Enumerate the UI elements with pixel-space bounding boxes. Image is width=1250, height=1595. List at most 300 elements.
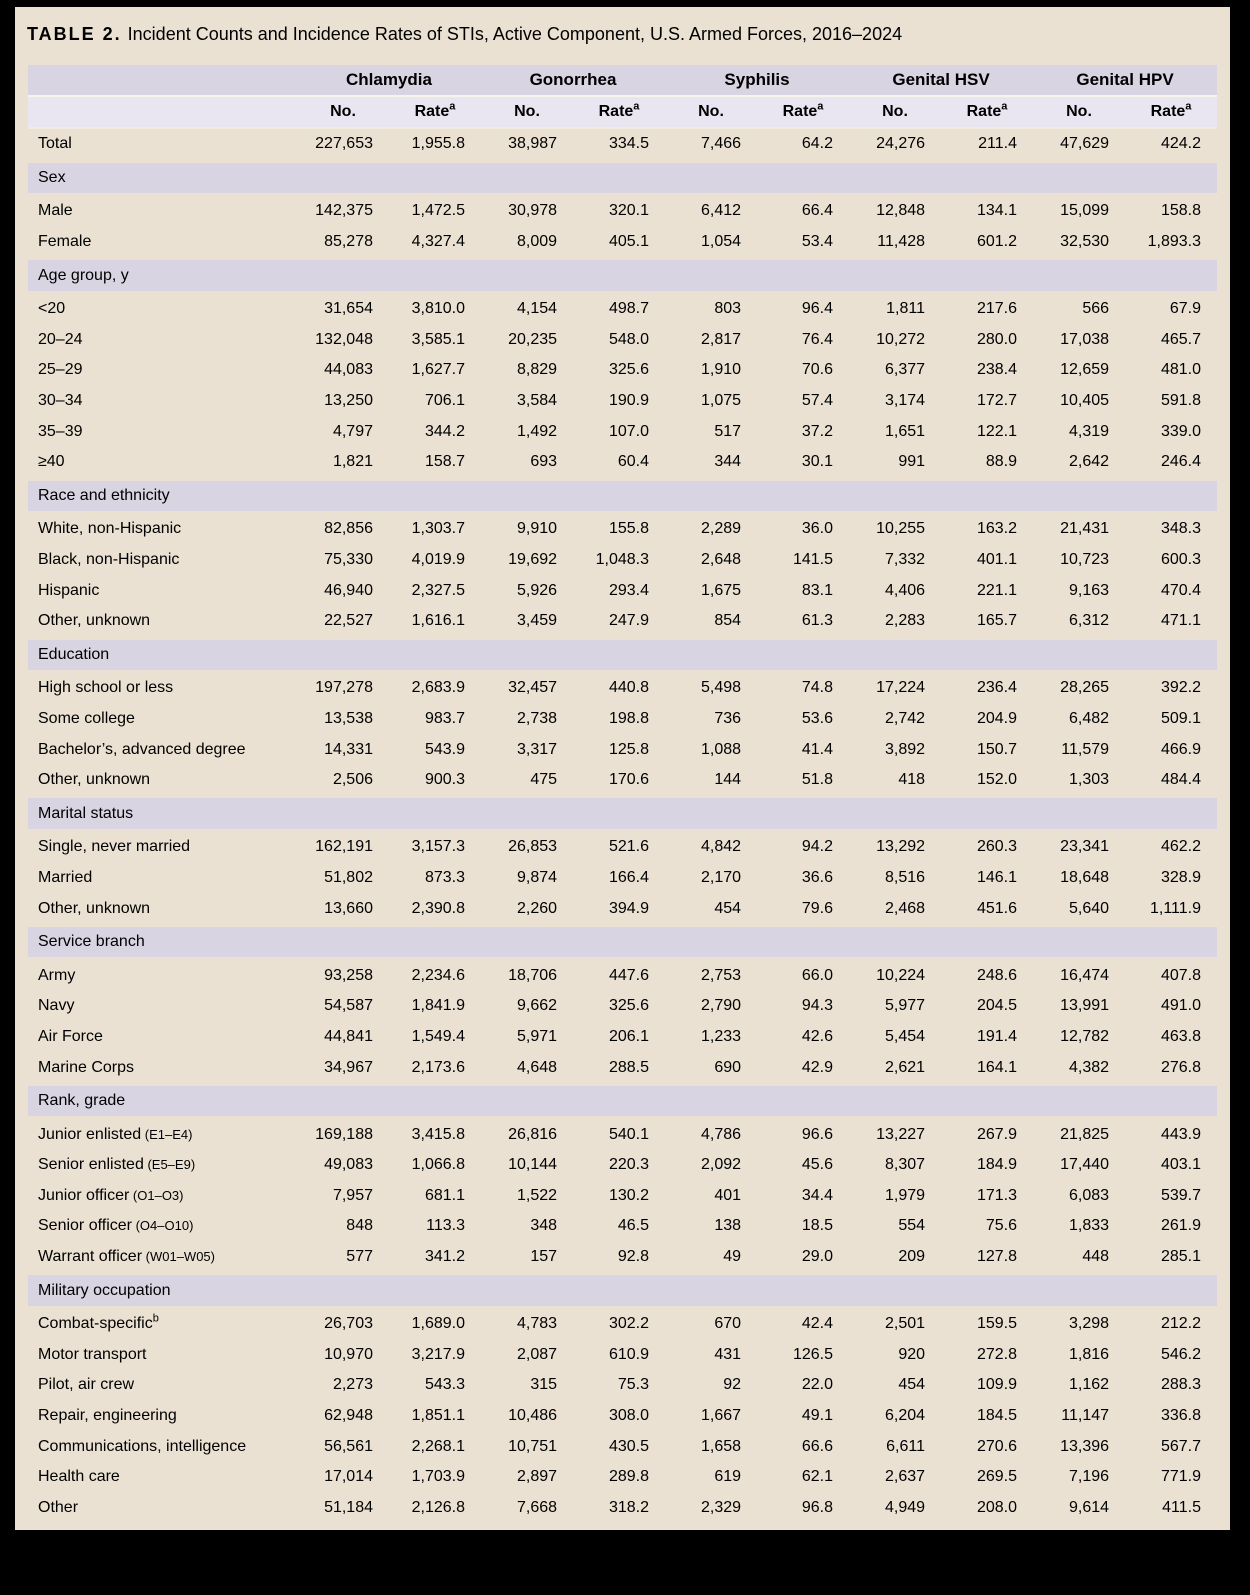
cell-no-gonorrhea: 26,853 (508, 838, 558, 856)
cell-rate-syphilis: 66.0 (801, 966, 834, 984)
cell-no-gonorrhea: 2,260 (516, 899, 558, 917)
cell-rate-chlamydia: 158.7 (424, 453, 466, 471)
row-label: Other, unknown (38, 899, 151, 917)
cell-rate-genital-hsv: 159.5 (976, 1315, 1018, 1333)
cell-rate-syphilis: 41.4 (801, 740, 834, 758)
cell-no-gonorrhea: 10,144 (508, 1156, 558, 1174)
cell-no-genital-hpv: 18,648 (1060, 868, 1110, 886)
row-label: Motor transport (38, 1345, 147, 1363)
cell-rate-syphilis: 57.4 (801, 392, 834, 410)
section-header-label: Military occupation (28, 1272, 1217, 1309)
cell-no-genital-hpv: 1,816 (1068, 1345, 1110, 1363)
cell-no-gonorrhea: 30,978 (508, 202, 558, 220)
row-label: <20 (38, 300, 66, 318)
cell-no-gonorrhea: 38,987 (508, 135, 558, 153)
cell-rate-gonorrhea: 60.4 (617, 453, 650, 471)
cell-rate-syphilis: 42.6 (801, 1027, 834, 1045)
cell-no-genital-hsv: 209 (898, 1248, 926, 1266)
cell-rate-chlamydia: 543.9 (424, 740, 466, 758)
cell-rate-chlamydia: 1,955.8 (411, 135, 466, 153)
cell-rate-chlamydia: 344.2 (424, 422, 466, 440)
cell-rate-gonorrhea: 190.9 (608, 392, 650, 410)
cell-rate-genital-hpv: 339.0 (1160, 422, 1202, 440)
cell-no-syphilis: 619 (714, 1468, 742, 1486)
table-row (28, 1150, 1217, 1181)
cell-no-chlamydia: 85,278 (324, 233, 373, 251)
cell-no-genital-hpv: 11,579 (1061, 740, 1110, 758)
cell-rate-genital-hpv: 424.2 (1160, 135, 1202, 153)
cell-rate-syphilis: 30.1 (801, 453, 834, 471)
cell-rate-gonorrhea: 447.6 (608, 966, 650, 984)
cell-no-syphilis: 2,817 (700, 330, 742, 348)
cell-no-gonorrhea: 5,926 (516, 581, 558, 599)
col-header-rate-genital-hpv: Rate$^a$ (1125, 97, 1217, 129)
cell-rate-genital-hsv: 451.6 (976, 899, 1018, 917)
cell-no-syphilis: 854 (714, 612, 742, 630)
cell-rate-gonorrhea: 170.6 (608, 771, 650, 789)
cell-rate-syphilis: 51.8 (801, 771, 834, 789)
cell-no-genital-hpv: 28,265 (1060, 679, 1110, 697)
cell-rate-genital-hsv: 248.6 (976, 966, 1018, 984)
section-header-label: Service branch (28, 924, 1217, 961)
cell-rate-genital-hsv: 238.4 (976, 361, 1018, 379)
row-label: Total (38, 135, 72, 153)
cell-no-genital-hsv: 24,276 (876, 135, 926, 153)
cell-rate-chlamydia: 3,810.0 (411, 300, 466, 318)
cell-rate-genital-hsv: 122.1 (976, 422, 1018, 440)
row-label: Senior enlisted (E5–E9) (38, 1156, 196, 1174)
section-header-label: Education (28, 637, 1217, 674)
cell-rate-gonorrhea: 318.2 (608, 1498, 650, 1516)
row-label: Warrant officer (W01–W05) (38, 1248, 215, 1266)
cell-no-gonorrhea: 19,692 (508, 551, 558, 569)
cell-no-chlamydia: 46,940 (324, 581, 373, 599)
cell-no-genital-hsv: 12,848 (876, 202, 926, 220)
cell-no-chlamydia: 2,273 (332, 1376, 373, 1394)
table-row (28, 863, 1217, 894)
section-header-label: Race and ethnicity (28, 478, 1217, 515)
row-label: Single, never married (38, 838, 191, 856)
cell-rate-chlamydia: 873.3 (424, 868, 466, 886)
cell-no-genital-hsv: 10,255 (876, 520, 926, 538)
cell-no-syphilis: 2,170 (700, 868, 742, 886)
cell-no-gonorrhea: 4,783 (516, 1315, 558, 1333)
measure-header-row (28, 97, 1217, 129)
cell-rate-genital-hpv: 463.8 (1160, 1027, 1202, 1045)
cell-no-genital-hpv: 1,833 (1068, 1217, 1110, 1235)
table-row (28, 1211, 1217, 1242)
row-label: ≥40 (38, 453, 65, 471)
row-label: Junior enlisted (E1–E4) (38, 1125, 193, 1143)
cell-rate-syphilis: 83.1 (801, 581, 834, 599)
rate-footnote-marker: a (633, 100, 640, 113)
cell-rate-gonorrhea: 1,048.3 (595, 551, 650, 569)
cell-no-genital-hsv: 8,516 (884, 868, 926, 886)
cell-no-chlamydia: 75,330 (324, 551, 373, 569)
cell-rate-genital-hpv: 466.9 (1160, 740, 1202, 758)
cell-rate-genital-hpv: 158.8 (1160, 202, 1202, 220)
cell-rate-gonorrhea: 320.1 (608, 202, 650, 220)
cell-no-genital-hpv: 17,038 (1060, 330, 1110, 348)
cell-rate-chlamydia: 2,327.5 (411, 581, 466, 599)
table-number: TABLE 2. (27, 24, 122, 44)
rate-footnote-marker: a (449, 100, 456, 113)
cell-rate-gonorrhea: 405.1 (608, 233, 650, 251)
cell-no-chlamydia: 34,967 (324, 1058, 373, 1076)
cell-rate-chlamydia: 1,549.4 (411, 1027, 466, 1045)
footnote-b-marker: b (30, 1575, 36, 1587)
table-row (28, 196, 1217, 227)
cell-no-genital-hpv: 17,440 (1060, 1156, 1110, 1174)
cell-no-syphilis: 49 (723, 1248, 742, 1266)
cell-no-chlamydia: 162,191 (315, 838, 373, 856)
cell-no-gonorrhea: 10,486 (508, 1407, 558, 1425)
cell-rate-genital-hpv: 443.9 (1160, 1125, 1202, 1143)
cell-rate-genital-hsv: 204.9 (976, 709, 1018, 727)
cell-rate-gonorrhea: 548.0 (608, 330, 650, 348)
cell-rate-chlamydia: 3,217.9 (411, 1345, 466, 1363)
cell-rate-genital-hpv: 67.9 (1169, 300, 1202, 318)
col-group-chlamydia: Chlamydia (297, 65, 481, 97)
cell-no-genital-hsv: 6,611 (886, 1437, 926, 1455)
cell-rate-gonorrhea: 130.2 (608, 1186, 650, 1204)
sti-table (28, 65, 1217, 1523)
cell-rate-genital-hpv: 246.4 (1160, 453, 1202, 471)
row-label: 35–39 (38, 422, 83, 440)
cell-rate-gonorrhea: 125.8 (608, 740, 650, 758)
cell-no-syphilis: 1,675 (700, 581, 742, 599)
cell-rate-genital-hsv: 164.1 (976, 1058, 1018, 1076)
cell-rate-syphilis: 74.8 (801, 679, 834, 697)
cell-no-chlamydia: 22,527 (324, 612, 373, 630)
row-label: Some college (38, 709, 135, 727)
cell-rate-chlamydia: 900.3 (424, 771, 466, 789)
cell-no-gonorrhea: 5,971 (516, 1027, 558, 1045)
cell-rate-genital-hsv: 217.6 (976, 300, 1018, 318)
cell-no-genital-hsv: 418 (898, 771, 926, 789)
cell-no-chlamydia: 51,184 (324, 1498, 373, 1516)
cell-no-genital-hsv: 13,227 (876, 1125, 926, 1143)
row-footnote-marker: b (152, 1312, 159, 1325)
section-header-row (28, 924, 1217, 961)
cell-no-genital-hpv: 32,530 (1060, 233, 1110, 251)
cell-no-genital-hpv: 6,083 (1068, 1186, 1110, 1204)
table-row (28, 734, 1217, 765)
cell-no-syphilis: 2,329 (700, 1498, 742, 1516)
row-label-note: (O4–O10) (131, 1218, 194, 1234)
row-label: 20–24 (38, 330, 83, 348)
cell-rate-genital-hsv: 165.7 (976, 612, 1018, 630)
cell-rate-gonorrhea: 289.8 (608, 1468, 650, 1486)
cell-no-genital-hsv: 1,979 (884, 1186, 926, 1204)
disease-header-row (28, 65, 1217, 97)
table-row (28, 294, 1217, 325)
cell-rate-chlamydia: 1,616.1 (411, 612, 466, 630)
cell-no-genital-hsv: 4,949 (884, 1498, 926, 1516)
cell-no-chlamydia: 577 (346, 1248, 373, 1266)
row-label: Air Force (38, 1027, 103, 1045)
cell-no-chlamydia: 17,014 (324, 1468, 373, 1486)
cell-no-gonorrhea: 4,154 (516, 300, 558, 318)
cell-no-genital-hpv: 5,640 (1068, 899, 1110, 917)
row-label: Bachelor’s, advanced degree (38, 740, 246, 758)
cell-rate-syphilis: 42.9 (801, 1058, 834, 1076)
cell-rate-syphilis: 36.0 (801, 520, 834, 538)
cell-no-genital-hpv: 21,431 (1060, 520, 1110, 538)
cell-no-syphilis: 1,054 (700, 233, 742, 251)
cell-rate-syphilis: 37.2 (801, 422, 834, 440)
cell-rate-syphilis: 53.6 (801, 709, 834, 727)
section-header-row (28, 637, 1217, 674)
cell-no-gonorrhea: 4,648 (516, 1058, 558, 1076)
row-label: Junior officer (O1–O3) (38, 1186, 184, 1204)
section-header-row (28, 478, 1217, 515)
cell-no-syphilis: 6,412 (700, 202, 742, 220)
cell-no-genital-hpv: 10,405 (1060, 392, 1110, 410)
cell-no-syphilis: 92 (723, 1376, 742, 1394)
cell-rate-gonorrhea: 308.0 (608, 1407, 650, 1425)
cell-no-genital-hpv: 1,303 (1068, 771, 1110, 789)
section-header-label: Age group, y (28, 257, 1217, 294)
cell-no-gonorrhea: 9,910 (516, 520, 558, 538)
cell-rate-syphilis: 66.6 (801, 1437, 834, 1455)
cell-no-chlamydia: 2,506 (332, 771, 373, 789)
cell-no-genital-hsv: 2,283 (884, 612, 926, 630)
cell-no-syphilis: 344 (714, 453, 742, 471)
cell-rate-gonorrhea: 430.5 (608, 1437, 650, 1455)
cell-no-syphilis: 2,289 (700, 520, 742, 538)
cell-rate-gonorrhea: 293.4 (608, 581, 650, 599)
cell-no-gonorrhea: 3,317 (516, 740, 558, 758)
cell-rate-genital-hsv: 184.5 (976, 1407, 1018, 1425)
col-header-no-genital-hpv: No. (1033, 97, 1125, 129)
cell-rate-chlamydia: 983.7 (424, 709, 466, 727)
cell-no-genital-hsv: 2,742 (884, 709, 926, 727)
row-label: 25–29 (38, 361, 83, 379)
cell-no-gonorrhea: 2,738 (516, 709, 558, 727)
cell-rate-genital-hpv: 403.1 (1160, 1156, 1202, 1174)
cell-no-syphilis: 4,842 (700, 838, 742, 856)
cell-rate-syphilis: 96.6 (801, 1125, 834, 1143)
cell-rate-syphilis: 61.3 (801, 612, 834, 630)
table-row (28, 1493, 1217, 1524)
cell-no-genital-hsv: 7,332 (884, 551, 926, 569)
cell-rate-genital-hsv: 401.1 (976, 551, 1018, 569)
cell-no-gonorrhea: 693 (530, 453, 558, 471)
cell-rate-genital-hsv: 272.8 (976, 1345, 1018, 1363)
cell-rate-gonorrhea: 610.9 (608, 1345, 650, 1363)
cell-no-syphilis: 1,910 (700, 361, 742, 379)
cell-no-syphilis: 5,498 (700, 679, 742, 697)
cell-no-genital-hsv: 554 (898, 1217, 926, 1235)
cell-rate-syphilis: 53.4 (801, 233, 834, 251)
row-label: Marine Corps (38, 1058, 135, 1076)
cell-no-syphilis: 401 (714, 1186, 742, 1204)
cell-rate-gonorrhea: 302.2 (608, 1315, 650, 1333)
cell-rate-syphilis: 18.5 (801, 1217, 834, 1235)
cell-no-genital-hpv: 3,298 (1068, 1315, 1110, 1333)
cell-rate-syphilis: 79.6 (801, 899, 834, 917)
cell-rate-chlamydia: 3,415.8 (411, 1125, 466, 1143)
cell-rate-chlamydia: 3,585.1 (411, 330, 466, 348)
cell-rate-gonorrhea: 46.5 (617, 1217, 650, 1235)
cell-no-genital-hsv: 8,307 (884, 1156, 926, 1174)
cell-no-chlamydia: 56,561 (324, 1437, 373, 1455)
cell-no-gonorrhea: 3,584 (516, 392, 558, 410)
cell-rate-syphilis: 96.4 (801, 300, 834, 318)
cell-no-genital-hsv: 1,811 (886, 300, 926, 318)
cell-rate-gonorrhea: 166.4 (608, 868, 650, 886)
cell-no-genital-hsv: 454 (898, 1376, 926, 1394)
col-header-rate-genital-hsv: Rate$^a$ (941, 97, 1033, 129)
row-label: Repair, engineering (38, 1407, 177, 1425)
cell-rate-gonorrhea: 288.5 (608, 1058, 650, 1076)
cell-rate-genital-hpv: 407.8 (1160, 966, 1202, 984)
cell-rate-gonorrhea: 440.8 (608, 679, 650, 697)
col-group-gonorrhea: Gonorrhea (481, 65, 665, 97)
row-label: High school or less (38, 679, 174, 697)
cell-rate-chlamydia: 1,689.0 (411, 1315, 466, 1333)
cell-no-genital-hpv: 6,312 (1068, 612, 1110, 630)
cell-rate-chlamydia: 2,126.8 (411, 1498, 466, 1516)
row-label-note: (O1–O3) (129, 1187, 184, 1203)
table-row (28, 1431, 1217, 1462)
cell-rate-syphilis: 70.6 (801, 361, 834, 379)
cell-no-chlamydia: 44,083 (324, 361, 373, 379)
cell-rate-chlamydia: 2,173.6 (411, 1058, 466, 1076)
cell-no-genital-hpv: 10,723 (1060, 551, 1110, 569)
cell-no-genital-hpv: 4,382 (1068, 1058, 1110, 1076)
cell-no-genital-hsv: 1,651 (884, 422, 926, 440)
cell-no-genital-hpv: 448 (1082, 1248, 1110, 1266)
section-header-row (28, 257, 1217, 294)
table-row (28, 1181, 1217, 1212)
col-group-syphilis: Syphilis (665, 65, 849, 97)
cell-no-genital-hpv: 7,196 (1068, 1468, 1110, 1486)
table-row (28, 386, 1217, 417)
cell-no-gonorrhea: 8,009 (516, 233, 558, 251)
cell-rate-gonorrhea: 155.8 (608, 520, 650, 538)
cell-rate-genital-hsv: 270.6 (976, 1437, 1018, 1455)
cell-no-gonorrhea: 157 (530, 1248, 558, 1266)
footnote-a: $^a$Incidence rate per 100,000 person-years. (30, 1553, 292, 1571)
cell-no-gonorrhea: 315 (530, 1376, 558, 1394)
cell-no-genital-hsv: 11,428 (877, 233, 926, 251)
cell-rate-genital-hpv: 276.8 (1160, 1058, 1202, 1076)
cell-rate-genital-hpv: 509.1 (1160, 709, 1202, 727)
cell-no-syphilis: 1,667 (700, 1407, 742, 1425)
table-row (28, 765, 1217, 796)
cell-no-genital-hsv: 2,468 (884, 899, 926, 917)
cell-no-genital-hpv: 47,629 (1060, 135, 1110, 153)
cell-rate-chlamydia: 706.1 (424, 392, 466, 410)
cell-rate-syphilis: 49.1 (801, 1407, 834, 1425)
table-row (28, 606, 1217, 637)
cell-no-syphilis: 517 (714, 422, 742, 440)
cell-no-genital-hsv: 3,174 (884, 392, 926, 410)
cell-no-genital-hpv: 12,782 (1060, 1027, 1110, 1045)
table-head (28, 65, 1217, 129)
table-row (28, 1401, 1217, 1432)
cell-no-syphilis: 4,786 (700, 1125, 742, 1143)
row-label: Navy (38, 997, 75, 1015)
cell-no-chlamydia: 82,856 (324, 520, 373, 538)
cell-no-chlamydia: 62,948 (324, 1407, 373, 1425)
cell-rate-genital-hpv: 546.2 (1160, 1345, 1202, 1363)
section-header-row (28, 1083, 1217, 1120)
cell-no-genital-hsv: 13,292 (876, 838, 926, 856)
col-header-no-syphilis: No. (665, 97, 757, 129)
cell-rate-genital-hsv: 267.9 (976, 1125, 1018, 1143)
table-row (28, 514, 1217, 545)
cell-no-syphilis: 138 (714, 1217, 742, 1235)
table-row (28, 325, 1217, 356)
row-label: Other (38, 1498, 79, 1516)
cell-no-genital-hpv: 2,642 (1068, 453, 1110, 471)
cell-rate-chlamydia: 341.2 (424, 1248, 466, 1266)
cell-rate-genital-hsv: 172.7 (976, 392, 1018, 410)
cell-no-genital-hsv: 6,377 (884, 361, 926, 379)
cell-rate-syphilis: 141.5 (792, 551, 834, 569)
cell-no-genital-hpv: 6,482 (1068, 709, 1110, 727)
cell-rate-genital-hpv: 261.9 (1160, 1217, 1202, 1235)
cell-no-genital-hpv: 11,147 (1061, 1407, 1110, 1425)
cell-rate-genital-hsv: 208.0 (976, 1498, 1018, 1516)
cell-no-genital-hpv: 9,163 (1068, 581, 1110, 599)
cell-no-genital-hsv: 5,454 (884, 1027, 926, 1045)
cell-no-syphilis: 690 (714, 1058, 742, 1076)
cell-no-gonorrhea: 18,706 (508, 966, 558, 984)
table-row (28, 704, 1217, 735)
cell-no-syphilis: 1,088 (700, 740, 742, 758)
cell-rate-genital-hsv: 150.7 (976, 740, 1018, 758)
table-row (28, 991, 1217, 1022)
cell-rate-chlamydia: 1,841.9 (411, 997, 466, 1015)
cell-rate-genital-hpv: 465.7 (1160, 330, 1202, 348)
cell-no-chlamydia: 31,654 (324, 300, 373, 318)
section-header-label: Rank, grade (28, 1083, 1217, 1120)
cell-rate-genital-hsv: 88.9 (985, 453, 1018, 471)
cell-rate-genital-hsv: 109.9 (976, 1376, 1018, 1394)
table-row (28, 227, 1217, 258)
row-label: Other, unknown (38, 612, 151, 630)
cell-no-genital-hpv: 16,474 (1060, 966, 1110, 984)
footnote-a-marker: a (30, 1553, 36, 1565)
cell-rate-gonorrhea: 92.8 (617, 1248, 650, 1266)
cell-no-genital-hpv: 4,319 (1068, 422, 1110, 440)
table-row (28, 960, 1217, 991)
table-title (15, 7, 1230, 45)
cell-rate-genital-hpv: 328.9 (1160, 868, 1202, 886)
cell-no-chlamydia: 848 (346, 1217, 373, 1235)
cell-no-chlamydia: 13,538 (324, 709, 373, 727)
cell-no-genital-hpv: 21,825 (1060, 1125, 1110, 1143)
cell-no-chlamydia: 26,703 (324, 1315, 373, 1333)
cell-no-syphilis: 1,233 (700, 1027, 742, 1045)
section-header-label: Sex (28, 160, 1217, 197)
table-panel (15, 7, 1230, 1593)
cell-no-chlamydia: 13,250 (324, 392, 373, 410)
cell-no-genital-hsv: 17,224 (876, 679, 926, 697)
cell-rate-gonorrhea: 220.3 (608, 1156, 650, 1174)
cell-no-syphilis: 2,648 (700, 551, 742, 569)
table-row (28, 545, 1217, 576)
cell-no-genital-hpv: 9,614 (1068, 1498, 1110, 1516)
cell-no-syphilis: 670 (714, 1315, 742, 1333)
cell-rate-syphilis: 96.8 (801, 1498, 834, 1516)
cell-rate-genital-hpv: 471.1 (1160, 612, 1202, 630)
table-row (28, 1309, 1217, 1340)
